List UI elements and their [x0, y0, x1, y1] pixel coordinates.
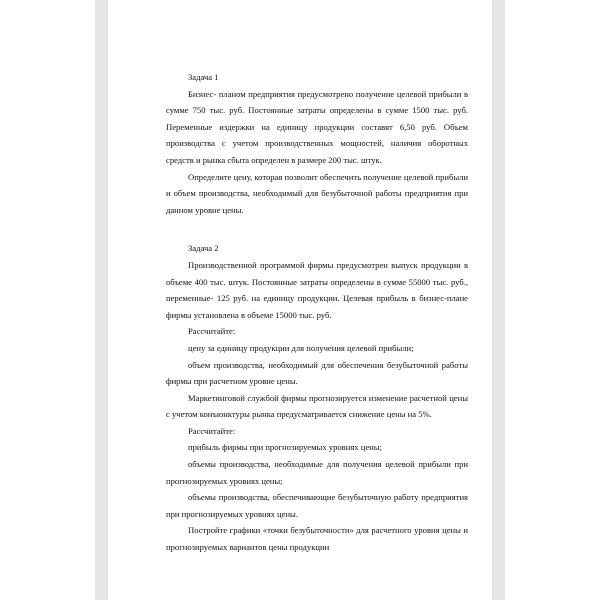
right-gutter — [493, 0, 505, 600]
task2-calc2-item-3: объемы производства, обеспечивающие безубыточную работу предприятия при прогнозируемых уровнях цены. — [166, 492, 468, 519]
document-page — [107, 0, 493, 600]
task2-calc2-label: Рассчитайте: — [188, 425, 236, 436]
task2-marketing: Маркетинговой службой фирмы прогнозируется изменение расчетной цены с учетом конъюнктуры рынка предусматривается снижение цены на 5%. — [166, 392, 468, 420]
task2-calc2-item-1: прибыль фирмы при прогнозируемых уровнях цены; — [188, 442, 382, 453]
task1-paragraph-1: Бизнес- планом предприятия предусмотрено получение целевой прибыли в сумме 750 тыс. руб. Постоянные затраты определены в сумме 1500 тыс. руб. Переменные издержки на единицу продукции составят 6,50 руб. Объем производства с учетом производственных мощностей, наличия оборотных средств и рынка сбыта определен в размере 200 тыс. штук. — [166, 88, 468, 165]
task2-calc2-item-2: объемы производства, необходимые для получения целевой прибыли при прогнозируемых уровнях цены; — [166, 459, 468, 486]
left-gutter — [95, 0, 107, 600]
task2-intro: Производственной программой фирмы предусмотрен выпуск продукции в объеме 400 тыс. штук. Постоянные затраты определены в сумме 55000 тыс. руб., переменные- 125 руб. на единицу продукции. Целевая прибыль в бизнес-плане фирмы установлена в объеме 15000 тыс. руб. — [166, 259, 468, 320]
task2-title: Задача 2 — [188, 243, 219, 254]
section-gap — [166, 218, 468, 240]
task2-calc1-label: Рассчитайте: — [188, 326, 236, 337]
task1-title: Задача 1 — [188, 72, 219, 82]
page-content — [166, 69, 468, 556]
task2-final: Постройте графики «точки безубыточности» для расчетного уровня цены и прогнозируемых вариантов цены продукции — [166, 525, 468, 553]
task2-calc1-item-1: цену за единицу продукции для получения целевой прибыли; — [188, 342, 414, 353]
task2-calc1-item-2: объем производства, необходимый для обеспечения безубыточной работы фирмы при расчетном уровне цены. — [166, 359, 468, 387]
task1-paragraph-2: Определите цену, которая позволит обеспечить получение целевой прибыли и объем производства, необходимый для безубыточной работы предприятия при данном уровне цены. — [166, 171, 468, 215]
